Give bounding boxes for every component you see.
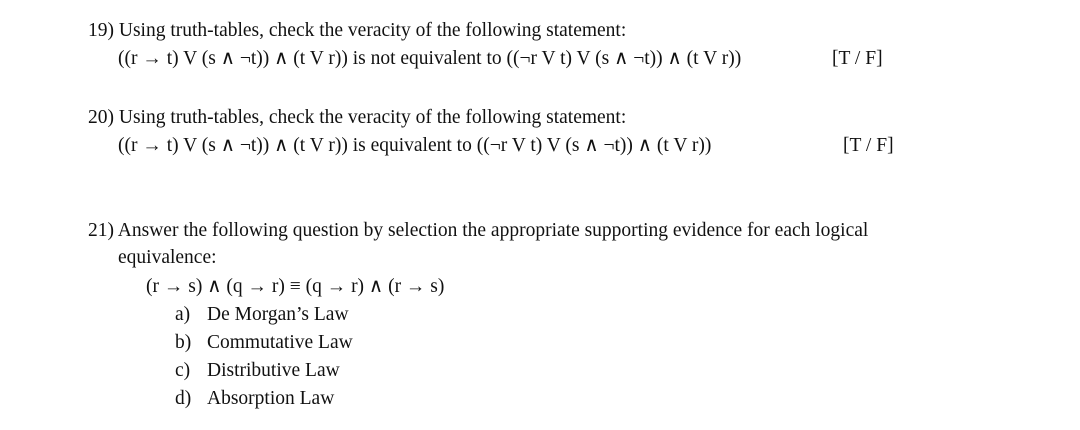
option-a-text: De Morgan’s Law <box>207 304 349 325</box>
question-21-title-continued: equivalence: <box>118 247 217 268</box>
option-b-text: Commutative Law <box>207 332 353 353</box>
question-19-title: 19) Using truth-tables, check the veracity of the following statement: <box>88 20 627 41</box>
option-a[interactable] <box>175 303 349 327</box>
option-c-letter: c) <box>175 360 191 381</box>
option-d[interactable] <box>175 387 334 411</box>
option-c[interactable] <box>175 359 340 383</box>
option-b[interactable] <box>175 331 353 355</box>
question-20-true-false-box: [T / F] <box>843 135 894 156</box>
question-19-statement: ((r → t) V (s ∧ ¬t)) ∧ (t V r)) is not equivalent to ((¬r V t) V (s ∧ ¬t)) ∧ (t V r)) <box>118 48 742 69</box>
option-d-text: Absorption Law <box>207 388 335 409</box>
question-20-statement: ((r → t) V (s ∧ ¬t)) ∧ (t V r)) is equivalent to ((¬r V t) V (s ∧ ¬t)) ∧ (t V r)) <box>118 135 712 156</box>
option-c-text: Distributive Law <box>207 360 340 381</box>
question-21-title: 21) Answer the following question by selection the appropriate supporting evidence for each logical <box>88 220 869 241</box>
option-b-letter: b) <box>175 332 192 353</box>
question-19-true-false-box: [T / F] <box>832 48 883 69</box>
option-a-letter: a) <box>175 304 191 325</box>
option-d-letter: d) <box>175 388 192 409</box>
question-20-title: 20) Using truth-tables, check the veracity of the following statement: <box>88 107 627 128</box>
question-21-equivalence: (r → s) ∧ (q → r) ≡ (q → r) ∧ (r → s) <box>146 276 445 297</box>
